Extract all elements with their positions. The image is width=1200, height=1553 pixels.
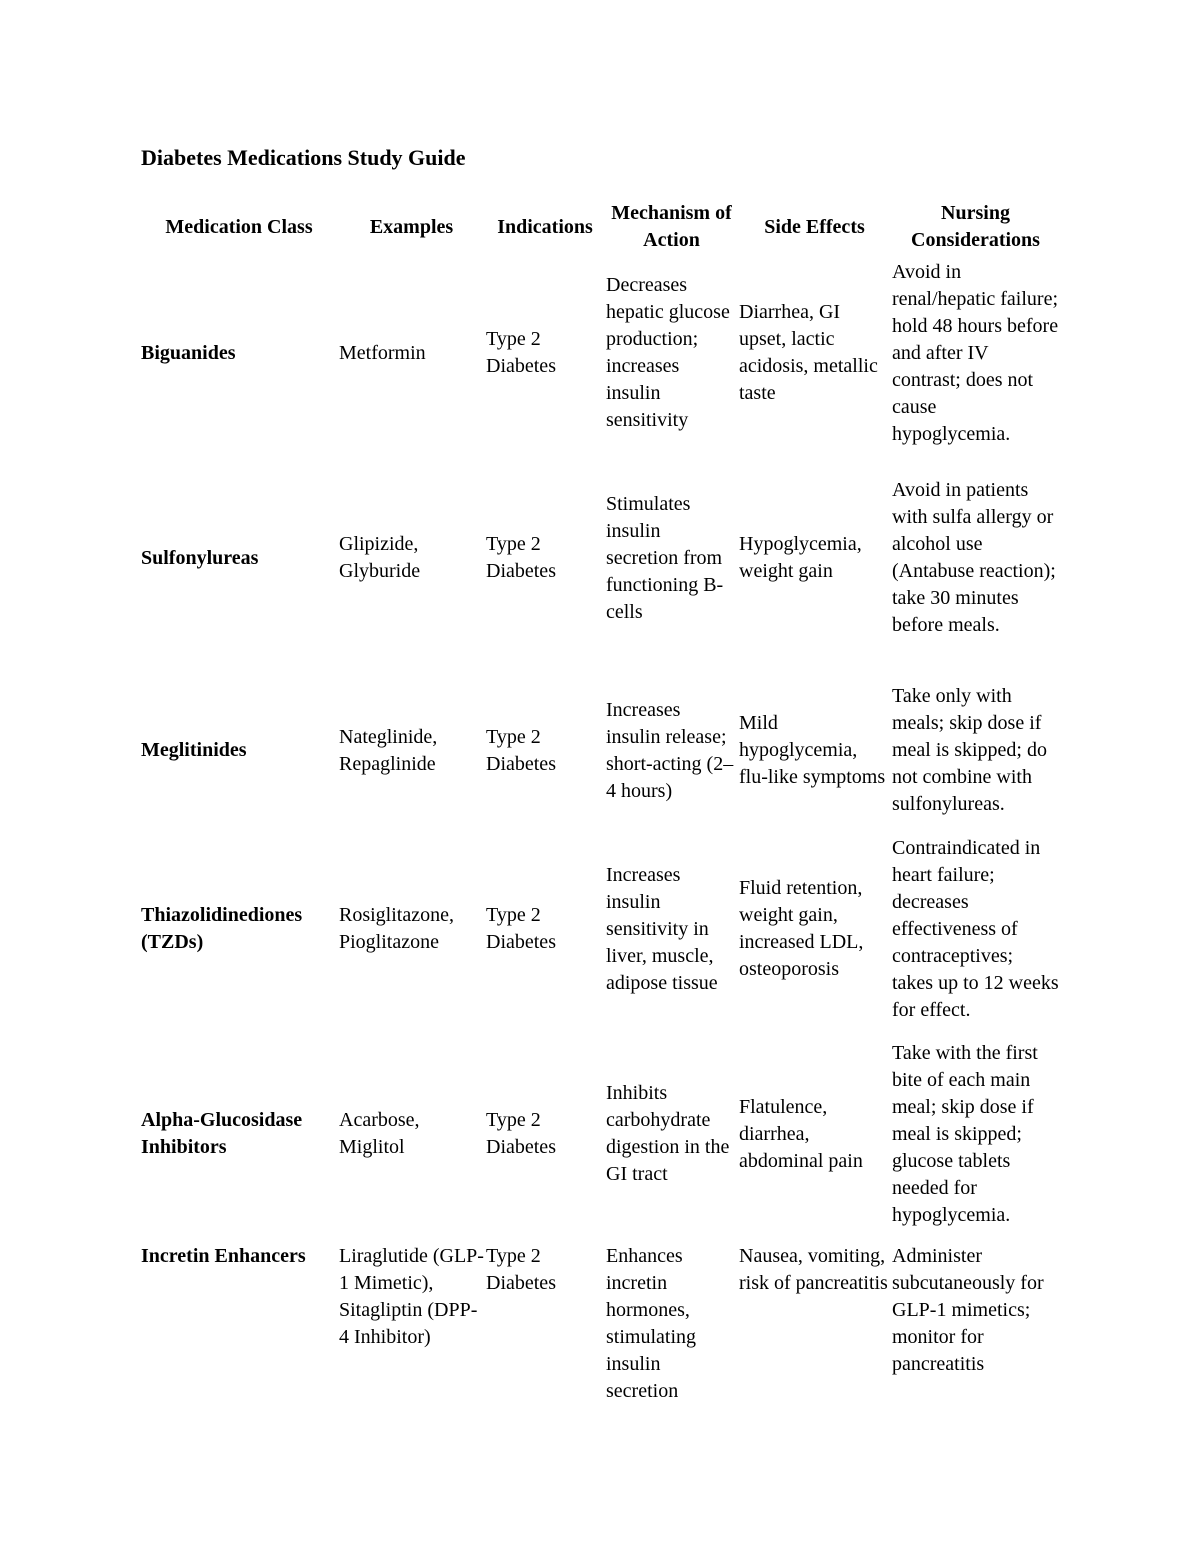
header-mechanism: Mechanism of Action bbox=[611, 202, 732, 251]
table-row bbox=[140, 1025, 1060, 1243]
examples-cell: Liraglutide (GLP-1 Mimetic), Sitagliptin (DPP-4 Inhibitor) bbox=[339, 1245, 484, 1348]
examples-cell: Glipizide, Glyburide bbox=[339, 533, 421, 582]
nursing-cell: Take with the first bite of each main meal; skip dose if meal is skipped; glucose tablets needed for hypoglycemia. bbox=[892, 1041, 1038, 1226]
nursing-cell: Contraindicated in heart failure; decreases effectiveness of contraceptives; takes up to 12 weeks for effect. bbox=[892, 836, 1059, 1021]
indications-cell: Type 2 Diabetes bbox=[486, 328, 556, 377]
header-nursing: Nursing Considerations bbox=[911, 202, 1040, 251]
examples-cell: Metformin bbox=[339, 341, 426, 364]
mechanism-cell: Inhibits carbohydrate digestion in the GI tract bbox=[606, 1082, 730, 1185]
header-medication-class: Medication Class bbox=[165, 215, 313, 238]
header-examples: Examples bbox=[369, 215, 454, 238]
table-row bbox=[140, 258, 1060, 448]
side-effects-cell: Nausea, vomiting, risk of pancreatitis bbox=[739, 1245, 888, 1294]
side-effects-cell: Flatulence, diarrhea, abdominal pain bbox=[739, 1095, 863, 1172]
medication-class-cell: Biguanides bbox=[141, 341, 236, 364]
examples-cell: Rosiglitazone, Pioglitazone bbox=[339, 904, 454, 953]
side-effects-cell: Diarrhea, GI upset, lactic acidosis, metallic taste bbox=[739, 301, 878, 404]
table-row bbox=[140, 668, 1060, 833]
indications-cell: Type 2 Diabetes bbox=[486, 1109, 556, 1158]
mechanism-cell: Increases insulin sensitivity in liver, muscle, adipose tissue bbox=[606, 863, 718, 994]
table-row bbox=[140, 833, 1060, 1025]
mechanism-cell: Stimulates insulin secretion from functioning B-cells bbox=[606, 492, 724, 623]
medications-table bbox=[140, 200, 1060, 1408]
medication-class-cell: Thiazolidinediones (TZDs) bbox=[141, 904, 303, 953]
mechanism-cell: Increases insulin release; short-acting (2–4 hours) bbox=[606, 698, 734, 802]
side-effects-cell: Mild hypoglycemia, flu-like symptoms bbox=[739, 712, 886, 788]
nursing-cell: Avoid in renal/hepatic failure; hold 48 hours before and after IV contrast; does not cause hypoglycemia. bbox=[892, 260, 1059, 445]
examples-cell: Nateglinide, Repaglinide bbox=[339, 725, 438, 775]
nursing-cell: Take only with meals; skip dose if meal is skipped; do not combine with sulfonylureas. bbox=[892, 685, 1047, 815]
table-header-row bbox=[140, 200, 1060, 258]
mechanism-cell: Enhances incretin hormones, stimulating insulin secretion bbox=[606, 1245, 696, 1402]
side-effects-cell: Hypoglycemia, weight gain bbox=[739, 533, 862, 582]
header-side-effects: Side Effects bbox=[764, 215, 865, 238]
medication-class-cell: Meglitinides bbox=[141, 739, 247, 761]
indications-cell: Type 2 Diabetes bbox=[486, 725, 556, 775]
page-title: Diabetes Medications Study Guide bbox=[141, 145, 466, 170]
header-indications: Indications bbox=[497, 215, 593, 238]
mechanism-cell: Decreases hepatic glucose production; increases insulin sensitivity bbox=[606, 274, 730, 431]
medication-class-cell: Alpha-Glucosidase Inhibitors bbox=[141, 1109, 303, 1158]
indications-cell: Type 2 Diabetes bbox=[486, 904, 556, 953]
indications-cell: Type 2 Diabetes bbox=[486, 533, 556, 582]
side-effects-cell: Fluid retention, weight gain, increased LDL, osteoporosis bbox=[739, 877, 864, 980]
examples-cell: Acarbose, Miglitol bbox=[339, 1109, 420, 1158]
indications-cell: Type 2 Diabetes bbox=[486, 1245, 556, 1294]
medication-class-cell: Incretin Enhancers bbox=[141, 1245, 306, 1267]
medication-class-cell: Sulfonylureas bbox=[141, 546, 259, 569]
table-row bbox=[140, 448, 1060, 668]
table-row bbox=[140, 1243, 1060, 1408]
nursing-cell: Administer subcutaneously for GLP-1 mimetics; monitor for pancreatitis bbox=[892, 1245, 1044, 1375]
nursing-cell: Avoid in patients with sulfa allergy or alcohol use (Antabuse reaction); take 30 minutes before meals. bbox=[892, 479, 1056, 636]
